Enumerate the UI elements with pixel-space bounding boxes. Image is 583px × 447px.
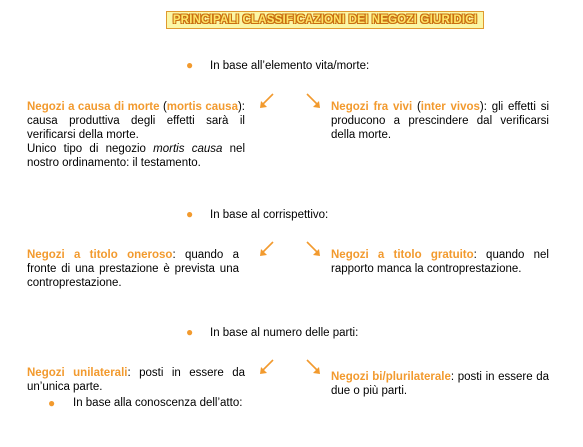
bullet-dot: ● — [186, 58, 194, 72]
term-highlight: Negozi a titolo gratuito — [331, 249, 474, 261]
arrow-down-right-icon — [304, 358, 322, 376]
section-heading-label: In base al corrispettivo: — [210, 209, 329, 221]
negozi-inter-vivos-text — [331, 100, 549, 142]
arrow-down-left-icon — [258, 240, 276, 258]
term-highlight: inter vivos — [420, 101, 480, 113]
section-heading-numero-parti — [186, 325, 358, 340]
negozi-unilaterali-text — [27, 366, 245, 394]
text-emphasis: mortis causa — [153, 143, 223, 155]
negozi-gratuiti-text — [331, 248, 549, 276]
text-fragment: : posti in essere da due o più parti. — [331, 371, 550, 397]
section-heading-label: In base al numero delle parti: — [210, 327, 359, 339]
section-heading-vita-morte — [186, 58, 369, 73]
text-fragment: ): gli effetti si producono a prescindere dal verificarsi della morte. — [331, 101, 550, 141]
arrow-down-left-icon — [258, 92, 276, 110]
text-fragment: : quando a fronte di una prestazione è prevista una controprestazione. — [27, 249, 240, 289]
text-fragment: : posti in essere da un’unica parte. — [27, 367, 245, 393]
term-highlight: Negozi unilaterali — [27, 367, 128, 379]
bullet-dot: ● — [186, 325, 194, 339]
arrow-down-right-icon — [304, 92, 322, 110]
negozi-onerosi-text — [27, 248, 239, 290]
term-highlight: Negozi fra vivi — [331, 101, 413, 113]
text-fragment: ( — [159, 101, 167, 113]
negozi-plurilaterali-text — [331, 370, 549, 398]
term-highlight: Negozi bi/plurilaterale — [331, 371, 451, 383]
text-fragment: ): causa produttiva degli effetti sarà il verificarsi della morte. — [27, 101, 245, 141]
text-fragment: : quando nel rapporto manca la controprestazione. — [331, 249, 549, 275]
arrow-down-left-icon — [258, 358, 276, 376]
sub-bullet-conoscenza: In base alla conoscenza dell’atto: — [73, 397, 243, 409]
text-fragment: ( — [412, 101, 421, 113]
text-fragment: nel nostro ordinamento: il testamento. — [27, 143, 245, 169]
section-heading-label: In base all’elemento vita/morte: — [210, 60, 370, 72]
bullet-dot: ● — [48, 396, 56, 410]
text-fragment: Unico tipo di negozio — [27, 143, 154, 155]
arrow-down-right-icon — [304, 240, 322, 258]
term-highlight: Negozi a titolo oneroso — [27, 249, 173, 261]
negozi-mortis-causa-text — [27, 100, 245, 170]
section-heading-corrispettivo — [186, 207, 328, 222]
term-highlight: Negozi a causa di morte — [27, 101, 160, 113]
page-title: PRINCIPALI CLASSIFICAZIONI DEI NEGOZI GIURIDICI — [166, 11, 484, 29]
bullet-dot: ● — [186, 207, 194, 221]
term-highlight: mortis causa — [166, 101, 238, 113]
